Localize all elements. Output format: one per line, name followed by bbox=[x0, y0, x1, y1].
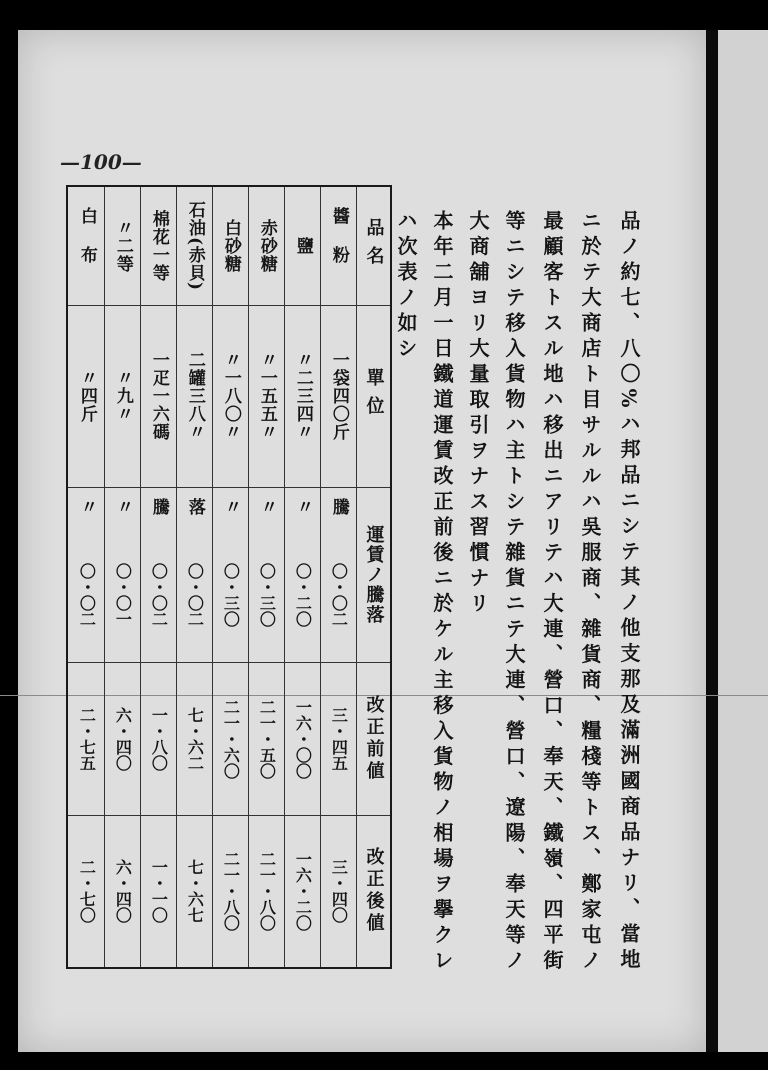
table-row-item: 石油(赤貝) bbox=[184, 200, 205, 292]
adjacent-page-edge bbox=[718, 30, 768, 1052]
table-row-change-dir: 〃 bbox=[256, 498, 277, 516]
table-row-after: 七・六七 bbox=[185, 859, 205, 923]
header-price-after: 改正後値 bbox=[363, 847, 385, 935]
page-number: —100— bbox=[60, 150, 142, 174]
table-row-change-dir: 〃 bbox=[220, 498, 241, 516]
table-row-change: 〇・三〇 bbox=[257, 562, 277, 627]
table-row-before: 二一・五〇 bbox=[257, 698, 277, 779]
table-row-item: 白砂糖 bbox=[220, 219, 241, 273]
table-row-after: 二一・八〇 bbox=[221, 851, 241, 931]
table-row-before: 一・八〇 bbox=[149, 706, 169, 771]
header-freight-change: 運賃ノ騰落 bbox=[363, 524, 385, 625]
table-row-change: 〇・〇二 bbox=[77, 562, 97, 627]
table-row-before: 六・四〇 bbox=[113, 706, 133, 771]
table-row-change-dir: 騰 bbox=[148, 498, 169, 516]
paragraph-line-4: 等ニシテ移入貨物ハ主トシテ雜貨ニテ大連、營口、遼陽、奉天等ノ bbox=[502, 210, 526, 975]
paragraph-line-1: 品ノ約七、八〇%ハ邦品ニシテ其ノ他支那及滿洲國商品ナリ、當地 bbox=[617, 210, 641, 975]
book-gutter bbox=[706, 30, 718, 1052]
header-unit: 單位 bbox=[363, 368, 385, 424]
table-row-item: 棉花一等 bbox=[148, 210, 169, 282]
table-row-unit: 〃四斤 bbox=[76, 369, 97, 423]
table-row-before: 二・七五 bbox=[77, 706, 97, 771]
table-row-unit: 〃二三四〃 bbox=[292, 351, 313, 441]
table-row-change-dir: 〃 bbox=[292, 498, 313, 516]
table-row-item: 赤砂糖 bbox=[256, 219, 277, 273]
table-row-before: 二一・六〇 bbox=[221, 698, 241, 779]
table-row-after: 二一・八〇 bbox=[257, 851, 277, 931]
table-row-unit: 一疋一六碼 bbox=[148, 351, 169, 441]
table-row-before: 三・四五 bbox=[329, 706, 349, 771]
table-row-before: 一六・〇〇 bbox=[293, 698, 313, 779]
table-row-change-dir: 落 bbox=[184, 498, 205, 516]
table-row-item: 醬粉 bbox=[328, 207, 349, 285]
table-row-item: 〃二等 bbox=[112, 219, 133, 273]
table-row-change: 〇・二〇 bbox=[293, 562, 313, 627]
freight-price-table bbox=[66, 185, 392, 969]
table-row-change-dir: 〃 bbox=[112, 498, 133, 516]
table-row-unit: 〃九〃 bbox=[112, 369, 133, 423]
table-row-after: 二・七〇 bbox=[77, 859, 97, 923]
table-row-after: 一六・二〇 bbox=[293, 851, 313, 931]
table-row-unit: 〃一五五〃 bbox=[256, 351, 277, 441]
table-row-change-dir: 騰 bbox=[328, 498, 349, 516]
table-row-after: 三・四〇 bbox=[329, 859, 349, 923]
table-row-change-dir: 〃 bbox=[76, 498, 97, 516]
table-row-change: 〇・〇一 bbox=[113, 562, 133, 627]
table-row-change: 〇・〇二 bbox=[185, 562, 205, 627]
table-row-unit: 一袋四〇斤 bbox=[328, 351, 349, 441]
header-price-before: 改正前値 bbox=[363, 694, 385, 783]
table-row-item: 白布 bbox=[76, 207, 97, 285]
table-row-after: 六・四〇 bbox=[113, 859, 133, 923]
table-row-change: 〇・三〇 bbox=[221, 562, 241, 627]
header-item-name: 品名 bbox=[363, 218, 385, 274]
table-row-change: 〇・〇二 bbox=[149, 562, 169, 627]
table-row-item: 鹽 bbox=[292, 237, 313, 255]
table-row-unit: 〃一八〇〃 bbox=[220, 351, 241, 441]
paragraph-line-2: ニ於テ大商店ト目サルルハ吳服商、雜貨商、糧棧等トス、鄭家屯ノ bbox=[578, 210, 602, 975]
table-row-unit: 二罐三八〃 bbox=[184, 351, 205, 441]
paragraph-line-5: 大商舖ヨリ大量取引ヲナス習慣ナリ bbox=[466, 210, 490, 618]
table-row-change: 〇・〇二 bbox=[329, 562, 349, 627]
paragraph-line-7: ハ次表ノ如シ bbox=[394, 210, 418, 363]
paragraph-line-3: 最顧客トスル地ハ移出ニアリテハ大連、營口、奉天、鐵嶺、四平街 bbox=[540, 210, 564, 975]
table-row-before: 七・六二 bbox=[185, 706, 205, 771]
paragraph-line-6: 本年二月一日鐵道運賃改正前後ニ於ケル主移入貨物ノ相場ヲ擧クレ bbox=[430, 210, 454, 975]
table-row-after: 一・一〇 bbox=[149, 859, 169, 923]
